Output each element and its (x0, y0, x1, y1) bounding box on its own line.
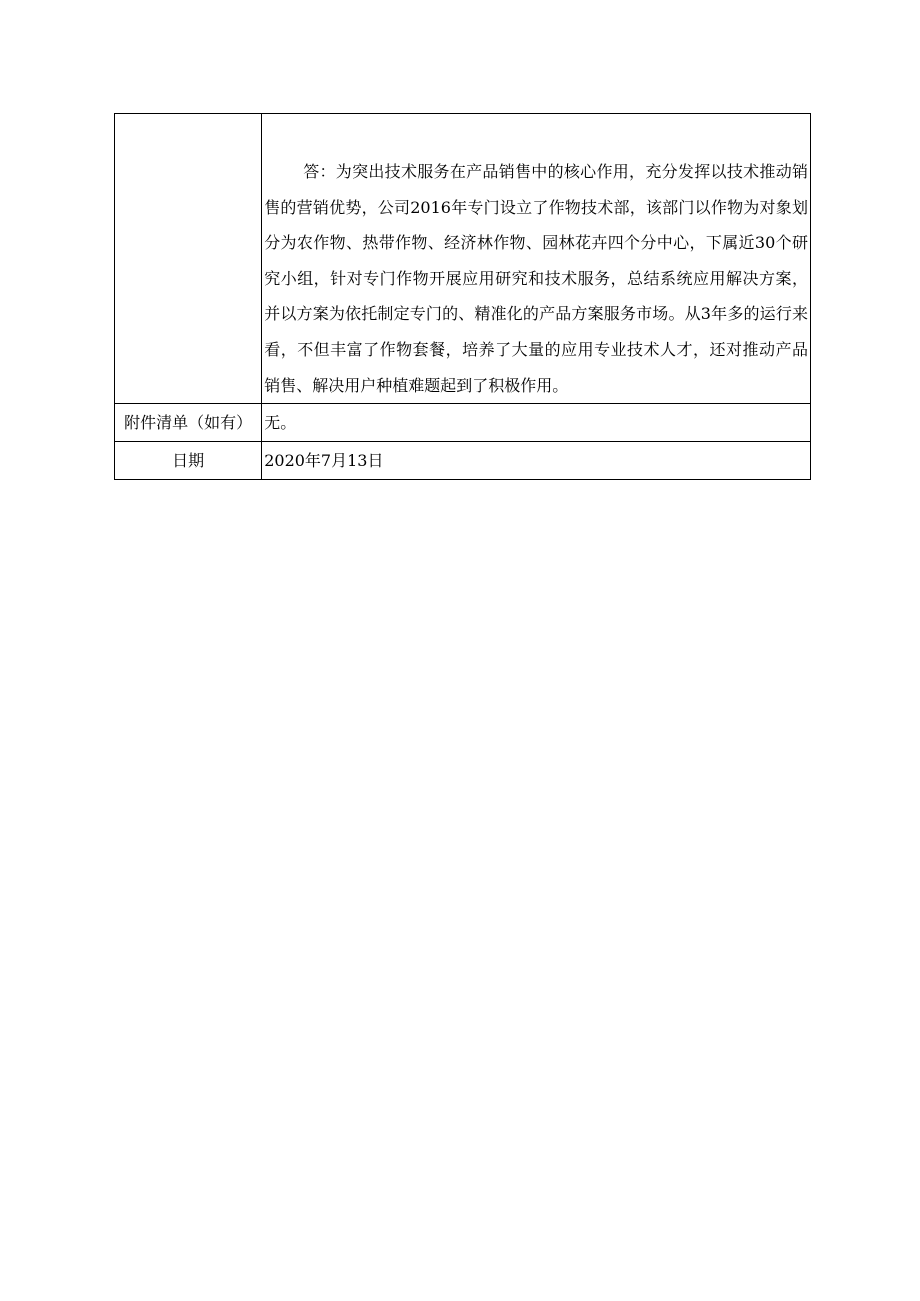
date-value: 2020年7月13日 (262, 442, 811, 480)
attachment-row (115, 404, 811, 442)
answer-text: 答：为突出技术服务在产品销售中的核心作用，充分发挥以技术推动销售的营销优势，公司2016年专门设立了作物技术部，该部门以作物为对象划分为农作物、热带作物、经济林作物、园林花卉四个分中心，下属近30个研究小组，针对专门作物开展应用研究和技术服务，总结系统应用解决方案，并以方案为依托制定专门的、精准化的产品方案服务市场。从3年多的运行来看，不但丰富了作物套餐，培养了大量的应用专业技术人才，还对推动产品销售、解决用户种植难题起到了积极作用。 (264, 162, 808, 395)
date-row (115, 442, 811, 480)
answer-row (115, 114, 811, 404)
attachment-label: 附件清单（如有） (115, 404, 262, 442)
document-table (114, 113, 811, 480)
answer-cell (262, 114, 811, 404)
answer-label-cell (115, 114, 262, 404)
attachment-value: 无。 (262, 404, 811, 442)
date-label: 日期 (115, 442, 262, 480)
